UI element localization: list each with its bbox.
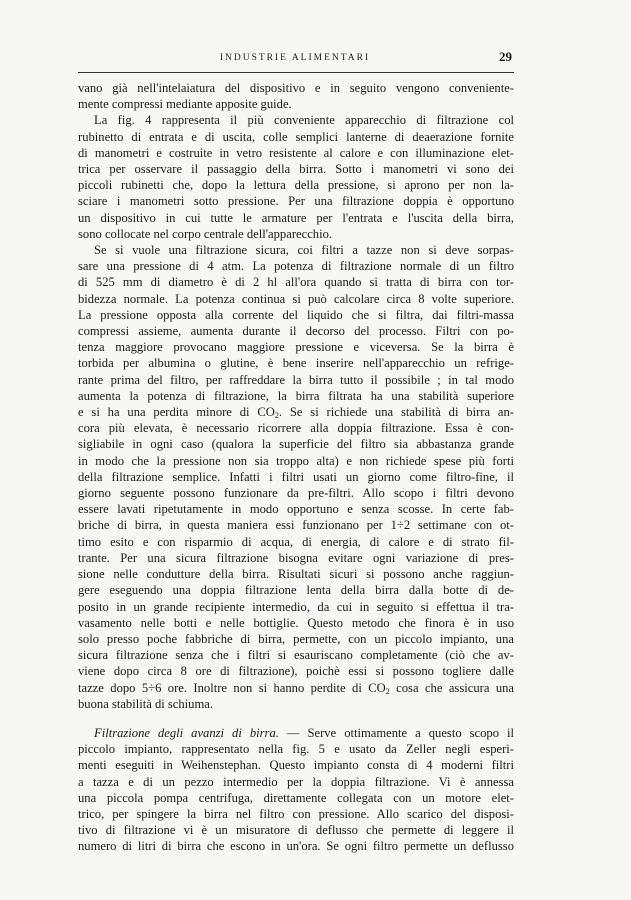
text-fragment: cosa che assicura una <box>389 680 514 695</box>
header-rule <box>78 72 514 73</box>
text-line: essere lavati ripetutamente in modo opportuno e senza scosse. In certe fab- <box>78 502 514 517</box>
section-run-in-heading: Filtrazione degli avanzi di birra. <box>94 725 279 740</box>
text-line: sicura filtrazione senza che i filtri si esauriscano completamente (ciò che av- <box>78 648 514 663</box>
subscript: 2 <box>385 686 390 696</box>
text-line: La fig. 4 rappresenta il più conveniente apparecchio di filtrazione col <box>94 113 514 128</box>
text-fragment: tazze dopo 5÷6 ore. Inoltre non si hanno perdite di CO <box>78 680 386 695</box>
text-line: numero di litri di birra che escono in un'ora. Se ogni filtro permette un deflusso <box>78 839 514 854</box>
paragraph-1 <box>78 80 514 112</box>
text-line: in modo che la pressione non sia troppo alta) e non richiede spese più forti <box>78 453 514 468</box>
text-line: briche di birra, in questa maniera essi funzionano per 1÷2 settimane con ot- <box>78 518 514 533</box>
text-fragment: — Serve ottimamente a questo scopo il <box>278 725 515 740</box>
text-line: piccoli rubinetti che, dopo la lettura della pressione, si aprono per non la- <box>78 178 514 193</box>
text-line: della filtrazione semplice. Infatti i filtri usati un giorno come filtro-fine, il <box>78 469 514 484</box>
text-line: rubinetto di entrata e di uscita, colle semplici lanterne di deaerazione fornite <box>78 129 514 144</box>
text-line: aumenta la potenza di filtrazione, la birra filtrata ha una stabilità superiore <box>78 388 514 403</box>
text-line: Se si vuole una filtrazione sicura, coi filtri a tazze non si deve sorpas- <box>94 243 514 258</box>
text-line-co2 <box>78 404 514 420</box>
running-head: INDUSTRIE ALIMENTARI <box>219 53 371 63</box>
text-line-run-in <box>78 725 514 741</box>
text-line: sione nelle condutture della birra. Risultati sicuri si possono anche raggiun- <box>78 567 514 582</box>
text-line: buona stabilità di schiuma. <box>78 696 214 711</box>
text-line: trica per osservare il passaggio della birra. Sotto i manometri vi sono dei <box>78 162 514 177</box>
paragraph-3 <box>78 242 514 712</box>
text-line: compressi assieme, aumenta durante il decorso del processo. Filtri con po- <box>78 324 514 339</box>
text-line: un dispositivo in cui tutte le armature per l'entrata e l'uscita della birra, <box>78 210 514 225</box>
text-line: gere eseguendo una doppia filtrazione lenta della birra dalla botte di de- <box>78 583 514 598</box>
text-line: sare una pressione di 4 atm. La potenza di filtrazione normale di un filtro <box>78 259 514 274</box>
text-line: una piccola pompa centrifuga, direttamente collegata con un motore elet- <box>78 790 514 805</box>
text-line: tenza maggiore provocano maggiore pressione e viceversa. Se la birra è <box>78 340 514 355</box>
subscript: 2 <box>274 411 279 421</box>
text-line: trico, per spingere la birra nel filtro con pressione. Allo scarico del disposi- <box>78 806 514 821</box>
paragraph-gap <box>78 712 514 725</box>
text-line: piccolo impianto, rappresentato nella fig. 5 e usato da Zeller negli esperi- <box>78 742 514 757</box>
text-line: menti eseguiti in Weihenstephan. Questo impianto consta di 4 moderni filtri <box>78 758 514 773</box>
text-line: La pressione opposta alla corrente del liquido che si filtra, dai filtri-massa <box>78 307 514 322</box>
text-line: cora più elevata, è necessario ricorrere alla doppia filtrazione. Essa è con- <box>78 421 514 436</box>
paragraph-2 <box>78 112 514 242</box>
text-line: torbida per albumina o glutine, è bene inserire nell'apparecchio un refrige- <box>78 356 514 371</box>
text-line: mente compressi mediante apposite guide. <box>78 97 292 112</box>
text-line: tivo di filtrazione vi è un misuratore di deflusso che permette di leggere il <box>78 823 514 838</box>
paragraph-4 <box>78 725 514 855</box>
text-line: di 525 mm di diametro è di 2 hl all'ora quando si tratta di birra con tor- <box>78 275 514 290</box>
text-line: timo esito e con risparmio di acqua, di energia, di calore e di strato fil- <box>78 534 514 549</box>
text-line-co2 <box>78 680 514 696</box>
text-line: posito in un grande recipiente intermedio, da cui in seguito si effettua il tra- <box>78 599 514 614</box>
text-line: sciare i manometri sotto pressione. Per una filtrazione doppia è opportuno <box>78 194 514 209</box>
text-line: bidezza normale. La potenza continua si può calcolare circa 8 volte superiore. <box>78 291 514 306</box>
text-line: viene dopo circa 8 ore di filtrazione), poichè essi si possono togliere dalle <box>78 664 514 679</box>
text-line: di manometri e costruite in vetro resistente al calore e con illuminazione elet- <box>78 145 514 160</box>
body-text <box>78 80 514 855</box>
text-fragment: e si ha una perdita minore di CO <box>78 405 275 420</box>
text-fragment: . Se si richiede una stabilità di birra an- <box>278 405 514 420</box>
text-line: vasamento nelle botti e nelle bottiglie. Questo metodo che finora è in uso <box>78 615 514 630</box>
page-header <box>78 51 512 69</box>
text-line: sono collocate nel corpo centrale dell'apparecchio. <box>78 226 333 241</box>
text-line: trante. Per una sicura filtrazione bisogna evitare ogni variazione di pres- <box>78 550 514 565</box>
page-number: 29 <box>499 49 512 64</box>
text-line: a tazza e di un pezzo intermedio per la doppia filtrazione. Vi è annessa <box>78 774 514 789</box>
text-line: vano già nell'intelaiatura del dispositivo e in seguito vengono conveniente- <box>78 81 514 95</box>
text-line: rante prima del filtro, per raffreddare la birra tutto il possibile ; in tal modo <box>78 372 514 387</box>
text-line: sigliabile in ogni caso (qualora la superficie del filtro sia abbastanza grande <box>78 437 514 452</box>
text-line: giorno seguente possono funzionare da pre-filtri. Allo scopo i filtri devono <box>78 486 514 501</box>
text-line: solo presso poche fabbriche di birra, permette, con un piccolo impianto, una <box>78 631 514 646</box>
